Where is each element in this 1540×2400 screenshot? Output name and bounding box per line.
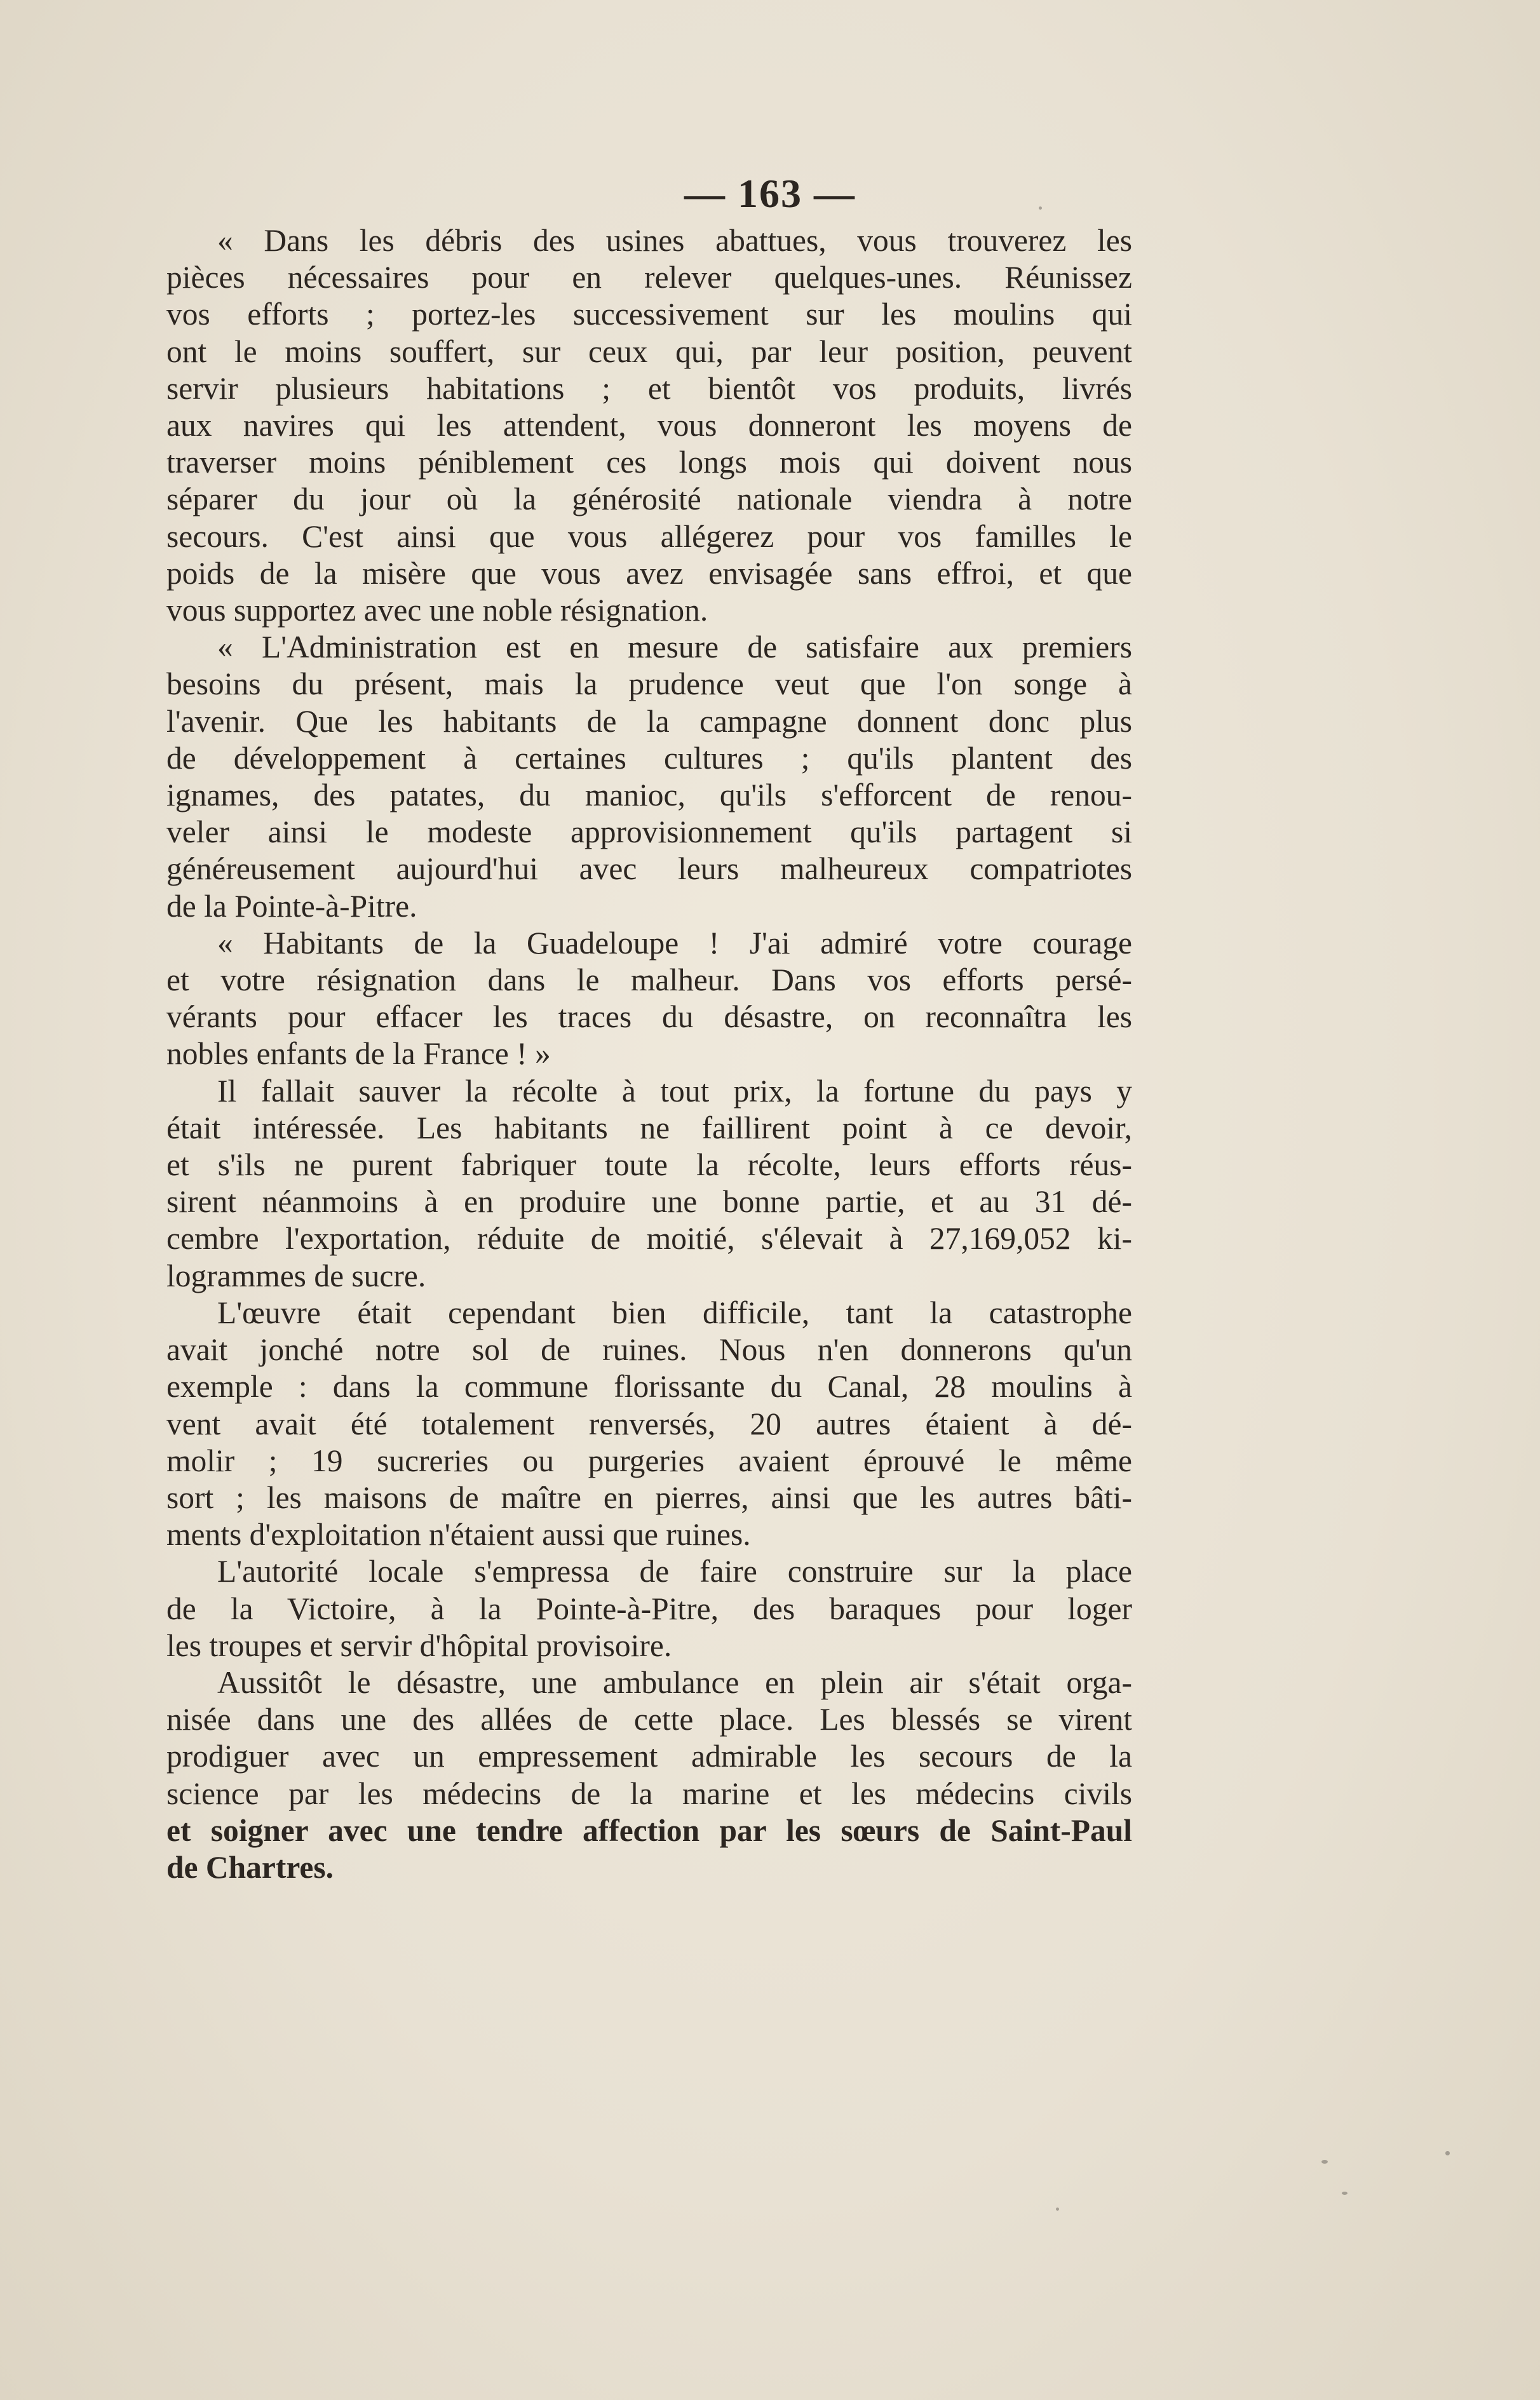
text-line: L'œuvre était cependant bien difficile, tant la catastrophe	[217, 1295, 1132, 1330]
text-line: exemple : dans la commune florissante du Canal, 28 moulins à	[166, 1369, 1132, 1405]
text-line: pièces nécessaires pour en relever quelques-unes. Réunissez	[166, 260, 1132, 295]
text-line: molir ; 19 sucreries ou purgeries avaient éprouvé le même	[166, 1443, 1132, 1478]
text-line: les troupes et servir d'hôpital provisoire.	[166, 1628, 672, 1663]
text-line: logrammes de sucre.	[166, 1258, 426, 1293]
text-line: et votre résignation dans le malheur. Dans vos efforts persé-	[166, 962, 1132, 998]
paper-speck	[1056, 2208, 1059, 2211]
text-line: l'avenir. Que les habitants de la campagne donnent donc plus	[166, 703, 1132, 739]
text-line: était intéressée. Les habitants ne faillirent point à ce devoir,	[166, 1110, 1132, 1145]
body-text	[166, 222, 1132, 1886]
text-line: Aussitôt le désastre, une ambulance en plein air s'était orga-	[217, 1664, 1132, 1700]
text-line: vos efforts ; portez-les successivement sur les moulins qui	[166, 297, 1132, 332]
text-line: veler ainsi le modeste approvisionnement qu'ils partagent si	[166, 814, 1132, 850]
text-line: poids de la misère que vous avez envisagée sans effroi, et que	[166, 555, 1132, 591]
text-line: vous supportez avec une noble résignation.	[166, 593, 708, 628]
text-line: nobles enfants de la France ! »	[166, 1036, 551, 1072]
text-line: et soigner avec une tendre affection par les sœurs de Saint-Paul	[166, 1812, 1132, 1848]
text-line: secours. C'est ainsi que vous allégerez pour vos familles le	[166, 518, 1132, 554]
text-line: ignames, des patates, du manioc, qu'ils s'efforcent de renou-	[166, 778, 1132, 813]
text-line: traverser moins péniblement ces longs mois qui doivent nous	[166, 445, 1132, 480]
text-line: de Chartres.	[166, 1849, 334, 1885]
text-line: vent avait été totalement renversés, 20 autres étaient à dé-	[166, 1406, 1132, 1441]
page-number: — 163 —	[684, 171, 856, 216]
text-line: L'autorité locale s'empressa de faire construire sur la place	[217, 1554, 1132, 1589]
text-line: généreusement aujourd'hui avec leurs malheureux compatriotes	[166, 851, 1132, 887]
text-line: de développement à certaines cultures ; qu'ils plantent des	[166, 740, 1132, 776]
text-line: et s'ils ne purent fabriquer toute la récolte, leurs efforts réus-	[166, 1147, 1132, 1183]
paper-speck	[1445, 2151, 1450, 2155]
text-line: Il fallait sauver la récolte à tout prix, la fortune du pays y	[217, 1073, 1132, 1109]
text-line: « Habitants de la Guadeloupe ! J'ai admiré votre courage	[217, 925, 1132, 961]
text-line: science par les médecins de la marine et les médecins civils	[166, 1776, 1132, 1811]
text-line: servir plusieurs habitations ; et bientôt vos produits, livrés	[166, 370, 1132, 406]
text-line: sort ; les maisons de maître en pierres, ainsi que les autres bâti-	[166, 1480, 1132, 1515]
text-line: avait jonché notre sol de ruines. Nous n'en donnerons qu'un	[166, 1332, 1132, 1368]
text-line: besoins du présent, mais la prudence veut que l'on songe à	[166, 666, 1132, 702]
paper-speck	[1321, 2160, 1328, 2164]
text-line: vérants pour effacer les traces du désastre, on reconnaîtra les	[166, 999, 1132, 1035]
text-line: ont le moins souffert, sur ceux qui, par leur position, peuvent	[166, 334, 1132, 369]
text-line: « L'Administration est en mesure de satisfaire aux premiers	[217, 630, 1132, 665]
text-line: prodiguer avec un empressement admirable les secours de la	[166, 1739, 1132, 1774]
paper-speck	[1342, 2192, 1348, 2195]
text-line: aux navires qui les attendent, vous donneront les moyens de	[166, 408, 1132, 443]
text-line: « Dans les débris des usines abattues, vous trouverez les	[217, 223, 1132, 258]
text-line: cembre l'exportation, réduite de moitié, s'élevait à 27,169,052 ki-	[166, 1221, 1132, 1257]
text-line: ments d'exploitation n'étaient aussi que ruines.	[166, 1517, 751, 1553]
paper-speck	[1039, 206, 1042, 210]
text-line: séparer du jour où la générosité nationale viendra à notre	[166, 482, 1132, 517]
text-line: de la Victoire, à la Pointe-à-Pitre, des baraques pour loger	[166, 1591, 1132, 1626]
text-line: nisée dans une des allées de cette place. Les blessés se virent	[166, 1702, 1132, 1737]
text-line: sirent néanmoins à en produire une bonne partie, et au 31 dé-	[166, 1184, 1132, 1220]
text-line: de la Pointe-à-Pitre.	[166, 888, 417, 924]
